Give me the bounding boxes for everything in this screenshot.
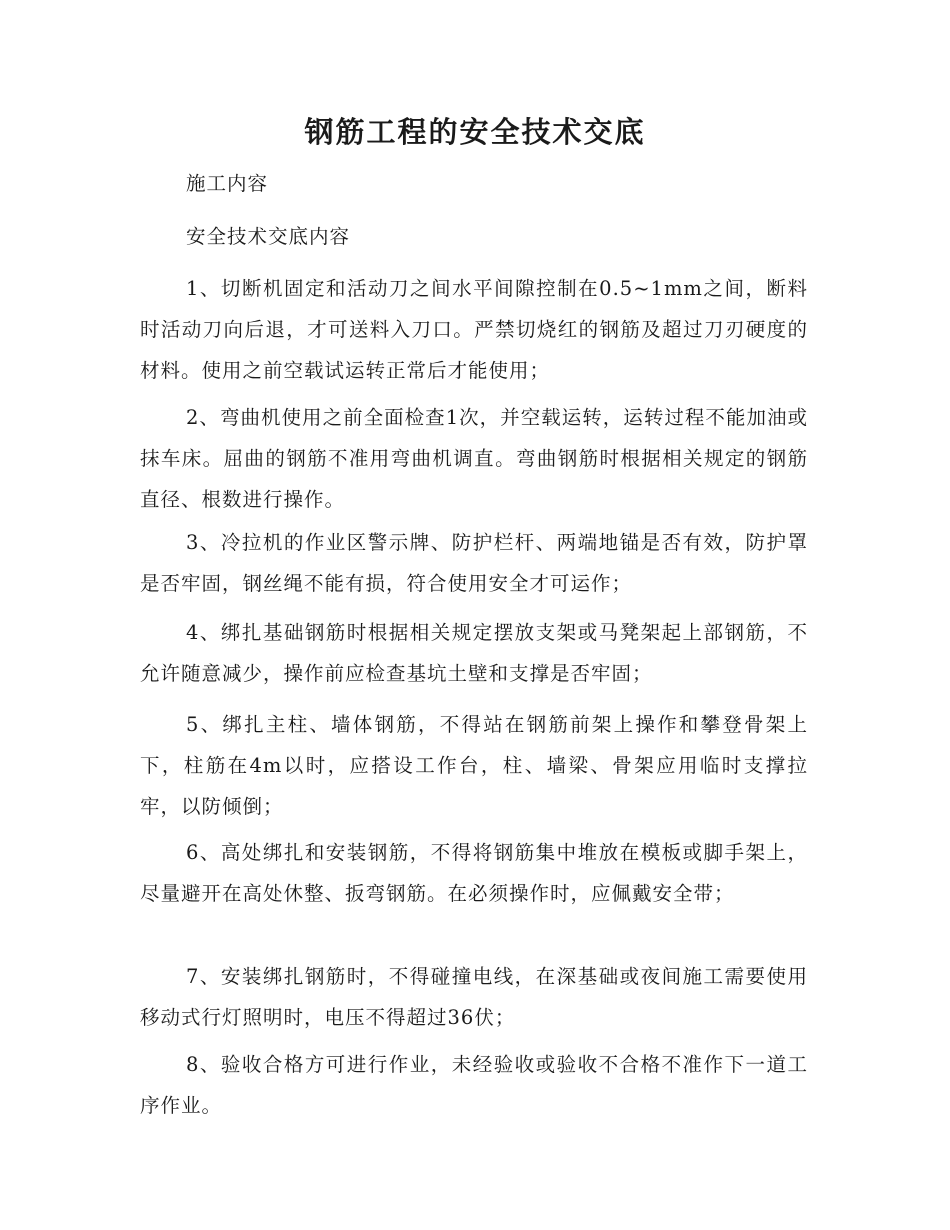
paragraph-item-3: 3、冷拉机的作业区警示牌、防护栏杆、两端地锚是否有效，防护罩是否牢固，钢丝绳不能有损，符合使用安全才可运作； bbox=[140, 531, 808, 595]
paragraph-item-6: 6、高处绑扎和安装钢筋，不得将钢筋集中堆放在模板或脚手架上，尽量避开在高处休整、扳弯钢筋。在必须操作时，应佩戴安全带； bbox=[140, 841, 808, 905]
paragraph-item-4: 4、绑扎基础钢筋时根据相关规定摆放支架或马凳架起上部钢筋，不允许随意减少，操作前应检查基坑土壁和支撑是否牢固； bbox=[140, 621, 808, 685]
paragraph-item-7: 7、安装绑扎钢筋时，不得碰撞电线，在深基础或夜间施工需要使用移动式行灯照明时，电压不得超过36伏； bbox=[140, 965, 808, 1029]
paragraph-item-8: 8、验收合格方可进行作业，未经验收或验收不合格不准作下一道工序作业。 bbox=[140, 1053, 808, 1117]
document-title: 钢筋工程的安全技术交底 bbox=[304, 115, 646, 149]
paragraph-item-5: 5、绑扎主柱、墙体钢筋，不得站在钢筋前架上操作和攀登骨架上下，柱筋在4m以时，应搭设工作台，柱、墙梁、骨架应用临时支撑拉牢，以防倾倒； bbox=[140, 713, 808, 818]
section-label-construction-content: 施工内容 bbox=[186, 172, 269, 195]
section-label-safety-briefing: 安全技术交底内容 bbox=[186, 225, 351, 248]
paragraph-item-2: 2、弯曲机使用之前全面检查1次，并空载运转，运转过程不能加油或抹车床。屈曲的钢筋不准用弯曲机调直。弯曲钢筋时根据相关规定的钢筋直径、根数进行操作。 bbox=[140, 406, 808, 511]
paragraph-item-1: 1、切断机固定和活动刀之间水平间隙控制在0.5~1mm之间，断料时活动刀向后退，才可送料入刀口。严禁切烧红的钢筋及超过刀刃硬度的材料。使用之前空载试运转正常后才能使用； bbox=[140, 277, 808, 382]
